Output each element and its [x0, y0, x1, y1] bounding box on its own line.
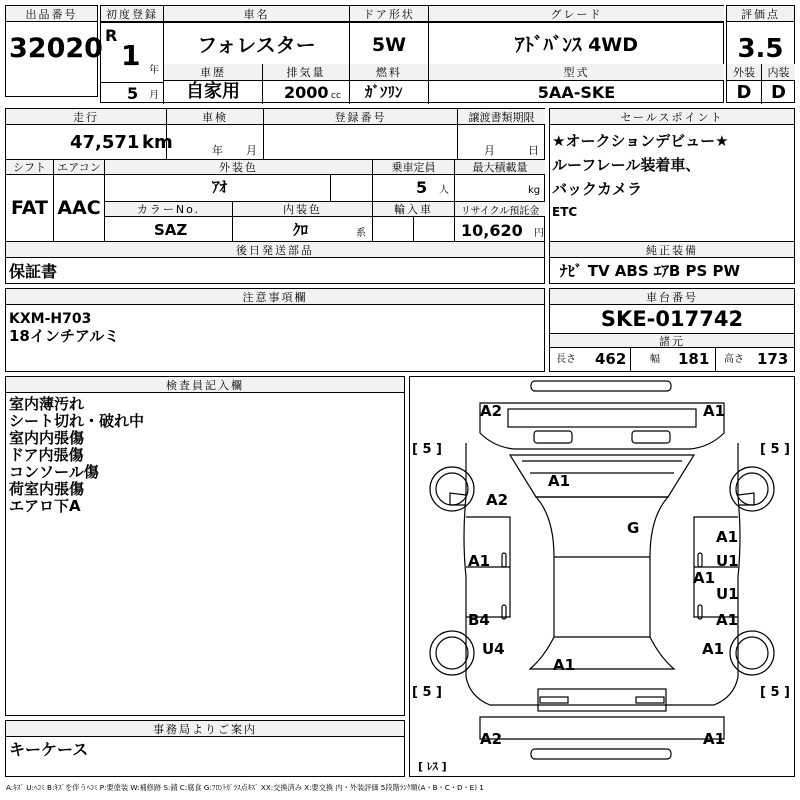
interior-color-unit: 系: [356, 228, 366, 239]
damage-mark: A1: [468, 552, 491, 570]
reg-no-label: 登録番号: [264, 109, 457, 125]
sales-point-line: ETC: [552, 205, 578, 219]
inspector-line: コンソール傷: [9, 463, 99, 481]
later-parts-label: 後日発送部品: [6, 242, 544, 258]
notes-line: KXM-H703: [9, 311, 92, 327]
recycle-unit: 円: [534, 228, 544, 239]
chassis-box: [549, 288, 795, 372]
inspector-line: ドア内張傷: [9, 446, 84, 464]
inspector-line: 室内内張傷: [9, 429, 85, 447]
door-label: ドア形状: [350, 6, 428, 22]
car-name-label: 車名: [164, 6, 349, 22]
transfer-day: 日: [528, 144, 539, 157]
height-label: 高さ: [724, 354, 744, 365]
recycle-label: リサイクル預託金: [455, 202, 545, 217]
details-box: [5, 108, 545, 242]
chassis-number: SKE-017742: [600, 307, 744, 331]
lot-label: 出品番号: [6, 6, 97, 22]
sales-point-box: [549, 108, 795, 242]
color-no: SAZ: [154, 221, 188, 239]
load-label: 最大積載量: [455, 160, 545, 175]
insp-year-unit: 年: [212, 144, 223, 157]
era: R: [105, 26, 118, 45]
transfer-label: 譲渡書類期限: [458, 109, 545, 125]
cabin: [530, 497, 674, 669]
ext-label: 外装: [727, 64, 761, 81]
tire-right-rear: [ 5 ]: [760, 685, 790, 700]
history: 自家用: [186, 81, 240, 102]
inspector-line: 室内薄汚れ: [9, 395, 85, 413]
interior-color-label: 内装色: [233, 202, 372, 217]
mileage: 47,571: [70, 132, 140, 153]
front-bumper: [531, 381, 671, 391]
int-label: 内装: [762, 64, 795, 81]
rear-bumper: [480, 717, 724, 739]
notes-label: 注意事項欄: [6, 289, 544, 305]
first-month: 5: [127, 84, 139, 103]
car-name: フォレスター: [197, 33, 316, 57]
front-panel: [480, 403, 724, 449]
mileage-label: 走行: [6, 109, 166, 125]
import-label: 輸入車: [373, 202, 454, 217]
car-diagram: [409, 376, 795, 777]
score: 3.5: [737, 34, 784, 64]
length-label: 長さ: [556, 354, 576, 365]
width-value: 181: [678, 350, 710, 368]
office-label: 事務局よりご案内: [6, 721, 404, 737]
color: ｱｵ: [212, 178, 228, 196]
inspection-label: 車検: [167, 109, 263, 125]
damage-mark: U4: [482, 640, 505, 658]
inspector-box: [5, 376, 405, 716]
inspector-line: エアロ下A: [9, 497, 81, 515]
left-handle-front: [502, 553, 506, 567]
sales-point-line: ルーフレール装着車、: [552, 156, 701, 174]
model-label: 型式: [429, 64, 724, 81]
damage-mark: U1: [716, 552, 739, 570]
left-front-wheel: [430, 467, 474, 511]
insp-month-unit: 月: [246, 144, 257, 157]
damage-mark: A1: [548, 472, 571, 490]
width-label: 幅: [650, 354, 660, 365]
roof-lines: [554, 557, 650, 637]
damage-mark: A1: [716, 528, 739, 546]
damage-mark: A1: [703, 730, 726, 748]
int-grade: D: [771, 82, 786, 103]
score-label: 評価点: [727, 6, 794, 22]
color-no-label: カラーNo.: [105, 202, 232, 217]
fuel: ｶﾞｿﾘﾝ: [365, 83, 403, 101]
equipment-label: 純正装備: [550, 242, 794, 258]
grille: [508, 409, 696, 427]
inspector-label: 検査員記入欄: [6, 377, 404, 393]
left-headlight: [534, 431, 572, 443]
tail-light-left: [540, 697, 568, 703]
damage-mark: A1: [702, 640, 725, 658]
sales-point-line: ★オークションデビュー★: [552, 132, 729, 150]
month-unit: 月: [149, 90, 159, 101]
tail-light-right: [636, 697, 664, 703]
transfer-month: 月: [484, 144, 495, 157]
tire-right-front: [ 5 ]: [760, 442, 790, 457]
legend: A:ｷｽﾞ U:ﾍｺﾐ B:ｷｽﾞを伴うﾍｺﾐ P:要塗装 W:補修跡 S:錆 C:腐食 G:ﾌﾛﾝﾄｶﾞﾗｽ点ｷｽﾞ XX:交換済み X:要交換 内・外装評価 5段階ﾗﾝｸ順(A・B・C・D・E) 1: [6, 783, 484, 792]
capacity-unit: 人: [439, 185, 449, 196]
ext-grade: D: [736, 82, 752, 103]
interior-color: ｸﾛ: [293, 221, 309, 239]
displacement: 2000: [284, 83, 329, 102]
lot-number: 32020: [9, 33, 103, 64]
capacity-label: 乗車定員: [373, 160, 454, 175]
inspector-line: 荷室内張傷: [9, 480, 85, 498]
displacement-label: 排気量: [263, 64, 349, 81]
grade: ｱﾄﾞﾊﾞﾝｽ 4WD: [514, 34, 639, 56]
rear-bumper-bar: [531, 749, 671, 759]
ac-label: エアコン: [54, 160, 104, 175]
damage-mark: A2: [480, 730, 503, 748]
load-unit: kg: [528, 185, 541, 196]
later-parts-box: [5, 241, 545, 284]
grade-label: グレード: [429, 6, 724, 22]
wipers: [522, 461, 682, 473]
inspector-line: シート切れ・破れ中: [9, 412, 145, 430]
later-parts-value: 保証書: [9, 262, 58, 281]
capacity: 5: [416, 178, 428, 197]
mileage-unit: km: [142, 132, 173, 153]
office-box: [5, 720, 405, 777]
year-unit: 年: [149, 65, 159, 76]
right-handle-front: [698, 553, 702, 567]
damage-mark: A1: [716, 611, 739, 629]
spare-tire: [ ﾚｽ ]: [418, 760, 447, 773]
damage-mark: A1: [693, 569, 716, 587]
score-box: [726, 5, 795, 103]
equipment-box: [549, 241, 795, 284]
damage-mark: A1: [703, 402, 726, 420]
chassis-label: 車台番号: [550, 289, 794, 305]
door: 5W: [371, 34, 407, 56]
shift: FAT: [11, 197, 48, 219]
office-value: キーケース: [9, 740, 89, 759]
first-year: 1: [121, 39, 141, 72]
height-value: 173: [757, 350, 789, 368]
model: 5AA-SKE: [537, 83, 616, 102]
sales-point-label: セールスポイント: [550, 109, 794, 125]
damage-mark: A2: [486, 491, 509, 509]
first-reg-label: 初度登録: [101, 6, 163, 22]
damage-mark: G: [627, 519, 640, 537]
recycle: 10,620: [461, 221, 523, 240]
vehicle-header: [100, 5, 724, 103]
damage-mark: U1: [716, 585, 739, 603]
sales-point-line: バックカメラ: [552, 180, 643, 198]
damage-mark: B4: [468, 611, 490, 629]
tire-left-front: [ 5 ]: [412, 442, 442, 457]
color-label: 外装色: [105, 160, 372, 175]
ac: AAC: [57, 197, 101, 219]
notes-box: [5, 288, 545, 372]
shift-label: シフト: [6, 160, 53, 175]
damage-mark: A2: [480, 402, 503, 420]
rear-window: [538, 689, 666, 711]
tire-left-rear: [ 5 ]: [412, 685, 442, 700]
damage-mark: A1: [553, 656, 576, 674]
right-headlight: [632, 431, 670, 443]
history-label: 車歴: [164, 64, 262, 81]
notes-line: 18インチアルミ: [9, 327, 120, 345]
displacement-unit: cc: [331, 91, 341, 101]
dimensions-label: 諸元: [550, 334, 794, 348]
fuel-label: 燃料: [350, 64, 428, 81]
lot-box: [5, 5, 103, 97]
equipment-value: ﾅﾋﾞ TV ABS ｴｱB PS PW: [560, 262, 741, 280]
length-value: 462: [595, 350, 627, 368]
